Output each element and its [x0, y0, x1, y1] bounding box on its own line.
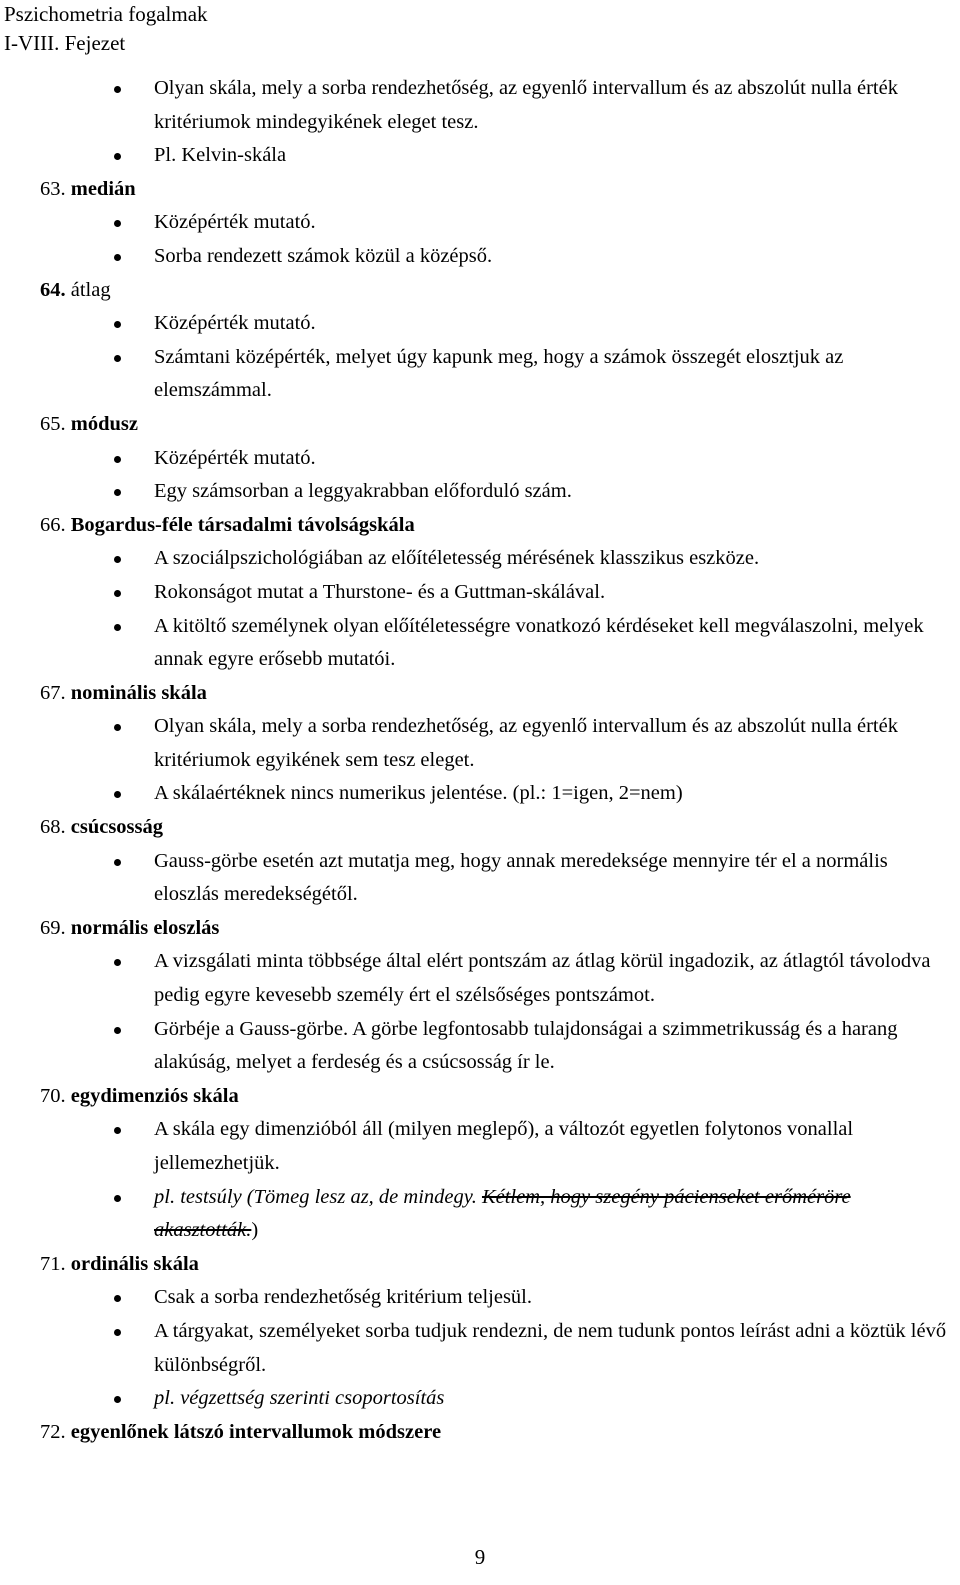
section-number: 72.: [40, 1420, 66, 1443]
section-number: 70.: [40, 1084, 66, 1107]
section-number: 69.: [40, 916, 66, 939]
section-title: nominális skála: [70, 681, 207, 704]
section-heading: [0, 912, 960, 946]
list-item: Olyan skála, mely a sorba rendezhetőség, az egyenlő intervallum és az abszolút nulla érték kritériumok mindegyikének eleget tesz.: [0, 72, 960, 139]
section-title: medián: [70, 177, 136, 200]
note-suffix: ): [251, 1219, 259, 1242]
list-item: Olyan skála, mely a sorba rendezhetőség, az egyenlő intervallum és az abszolút nulla érték kritériumok egyikének sem tesz eleget.: [0, 710, 960, 777]
list-item: pl. végzettség szerinti csoportosítás: [0, 1382, 960, 1416]
section-number: 65.: [40, 412, 66, 435]
section-heading: [0, 677, 960, 711]
section-title: ordinális skála: [70, 1252, 199, 1275]
section-heading: [0, 811, 960, 845]
header-chapter: I-VIII. Fejezet: [4, 31, 126, 55]
section-title: egydimenziós skála: [70, 1084, 239, 1107]
section-heading: [0, 1248, 960, 1282]
section-title: egyenlőnek látszó intervallumok módszere: [70, 1420, 442, 1443]
list-item: A skála egy dimenzióból áll (milyen meglepő), a változót egyetlen folytonos vonallal jellemezhetjük.: [0, 1113, 960, 1180]
list-item: A kitöltő személynek olyan előítéletességre vonatkozó kérdéseket kell megválaszolni, melyek annak egyre erősebb mutatói.: [0, 610, 960, 677]
section-title: módusz: [70, 412, 138, 435]
section-heading: [0, 1416, 960, 1450]
section-title: normális eloszlás: [70, 916, 220, 939]
note-text: Tömeg lesz az, de mindegy.: [253, 1185, 482, 1208]
section-number: 68.: [40, 816, 66, 839]
section-number: 64.: [40, 278, 66, 301]
list-item-note: [0, 1181, 960, 1248]
list-item: Gauss-görbe esetén azt mutatja meg, hogy annak meredeksége mennyire tér el a normális eloszlás meredekségétől.: [0, 845, 960, 912]
section-number: 71.: [40, 1252, 66, 1275]
section-title: Bogardus-féle társadalmi távolságskála: [70, 513, 415, 536]
section-title: átlag: [70, 278, 111, 301]
list-item: A skálaértéknek nincs numerikus jelentése. (pl.: 1=igen, 2=nem): [0, 777, 960, 811]
section-title: csúcsosság: [70, 816, 164, 839]
section-heading: [0, 408, 960, 442]
list-item: Pl. Kelvin-skála: [0, 139, 960, 173]
list-item: Rokonságot mutat a Thurstone- és a Guttman-skálával.: [0, 576, 960, 610]
page-number: 9: [474, 1545, 486, 1569]
list-item: Egy számsorban a leggyakrabban előforduló szám.: [0, 475, 960, 509]
list-item: Középérték mutató.: [0, 307, 960, 341]
section-number: 67.: [40, 681, 66, 704]
list-item: Számtani középérték, melyet úgy kapunk meg, hogy a számok összegét elosztjuk az elemszámmal.: [0, 341, 960, 408]
list-item: Sorba rendezett számok közül a középső.: [0, 240, 960, 274]
section-heading: [0, 274, 960, 308]
struck-text: Kétlem, hogy szegény pácienseket erőméröre akasztották.: [154, 1185, 851, 1242]
list-item: A vizsgálati minta többsége által elért pontszám az átlag körül ingadozik, az átlagtól távolodva pedig egyre kevesebb személy ért el szélsőséges pontszámot.: [0, 945, 960, 1012]
section-heading: [0, 509, 960, 543]
section-number: 66.: [40, 513, 66, 536]
note-prefix: pl. testsúly (: [154, 1185, 254, 1208]
list-item: Középérték mutató.: [0, 206, 960, 240]
list-item: Csak a sorba rendezhetőség kritérium teljesül.: [0, 1281, 960, 1315]
section-heading: [0, 173, 960, 207]
section-heading: [0, 1080, 960, 1114]
list-item: A szociálpszichológiában az előítéletesség mérésének klasszikus eszköze.: [0, 542, 960, 576]
section-number: 63.: [40, 177, 66, 200]
page-header: [4, 0, 208, 58]
document-body: [0, 72, 960, 1449]
list-item: Görbéje a Gauss-görbe. A görbe legfontosabb tulajdonságai a szimmetrikusság és a harang alakúság, melyet a ferdeség és a csúcsosság ír le.: [0, 1013, 960, 1080]
list-item: A tárgyakat, személyeket sorba tudjuk rendezni, de nem tudunk pontos leírást adni a köztük lévő különbségről.: [0, 1315, 960, 1382]
header-title: Pszichometria fogalmak: [4, 2, 208, 26]
list-item: Középérték mutató.: [0, 442, 960, 476]
